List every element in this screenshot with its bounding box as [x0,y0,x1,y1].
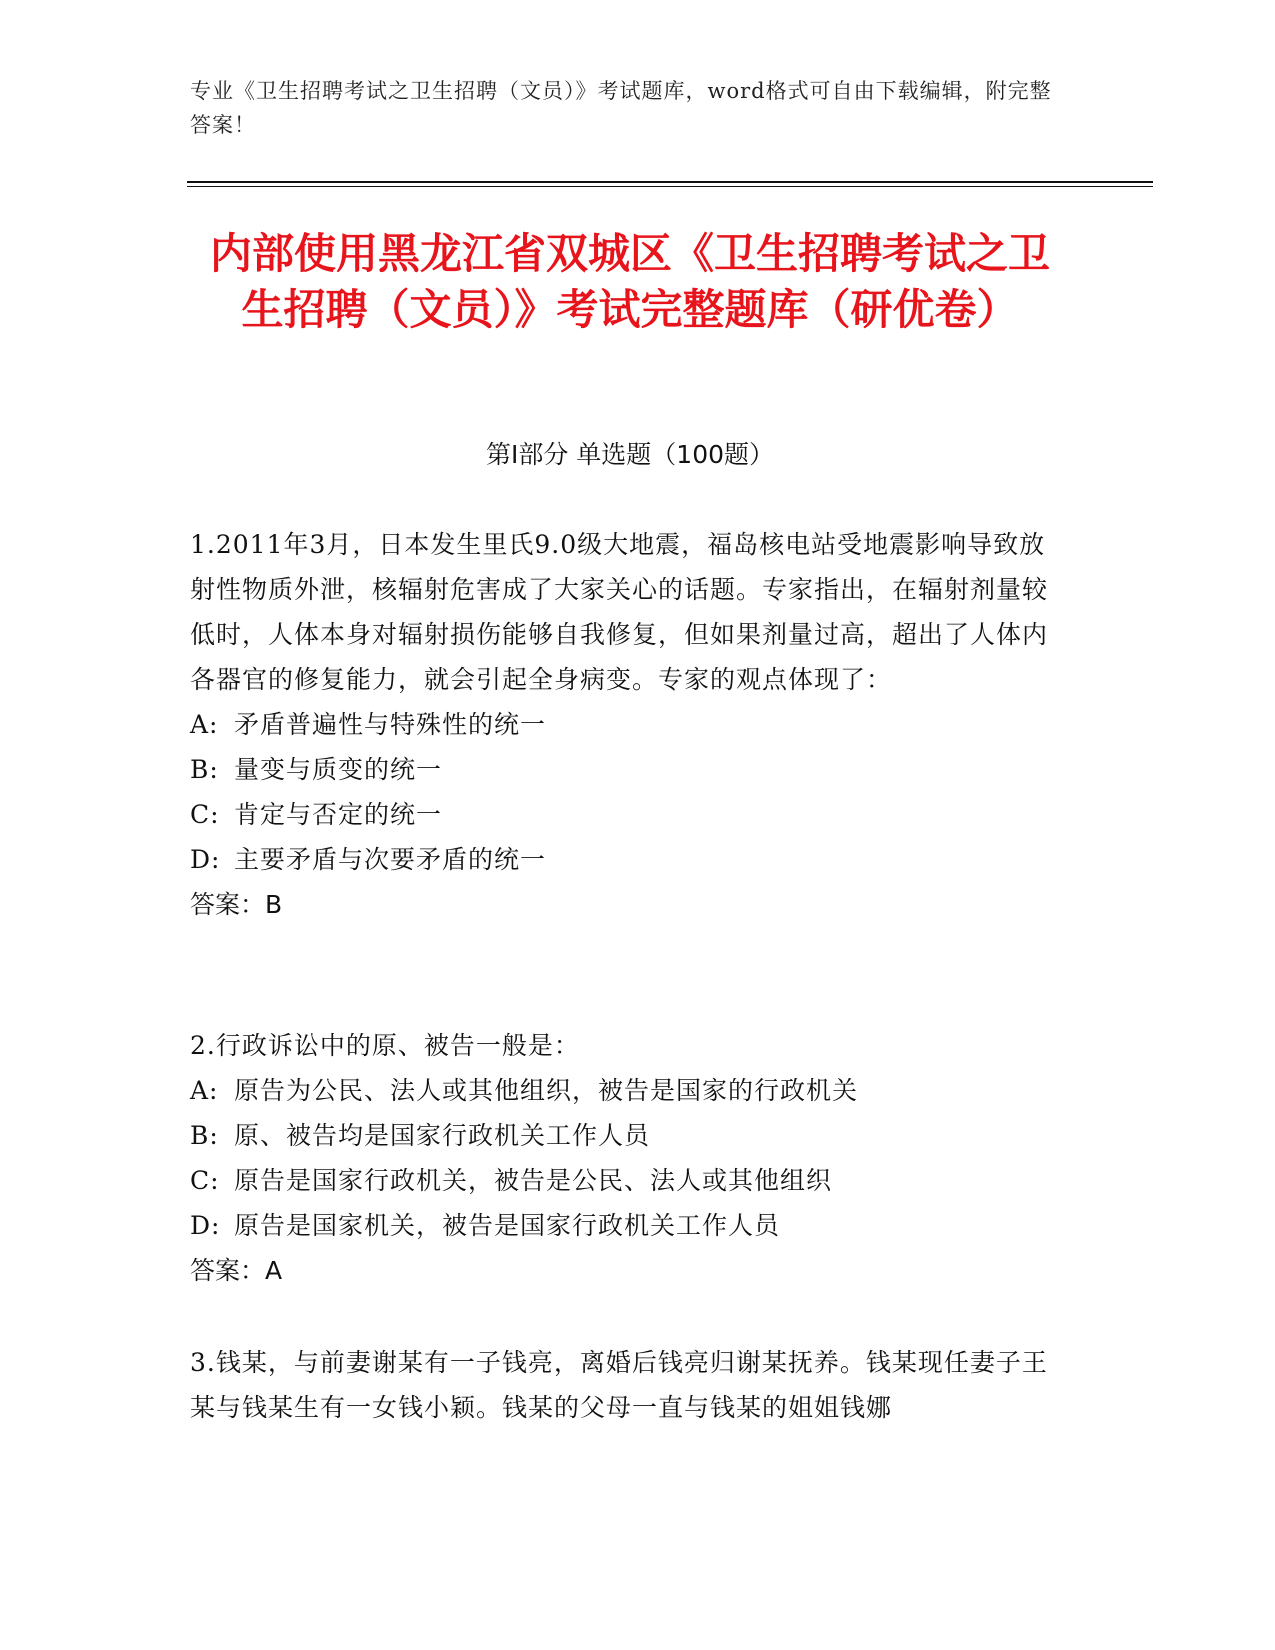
option-key: D: [190,845,221,874]
option-key: A: [190,1076,219,1105]
option-b [190,1113,1070,1158]
option-key: D: [190,1211,221,1240]
option-c [190,792,1070,837]
option-key: B: [190,1121,219,1150]
answer-line: 答案：B [190,890,283,919]
question-2 [190,1023,1070,1293]
option-text: 量变与质变的统一 [234,755,443,784]
option-text: 原告是国家机关，被告是国家行政机关工作人员 [234,1211,781,1240]
option-key: C: [190,1166,220,1195]
option-key: C: [190,800,220,829]
option-text: 矛盾普遍性与特殊性的统一 [234,710,547,739]
option-a [190,702,1070,747]
option-text: 原告是国家行政机关，被告是公民、法人或其他组织 [234,1166,833,1195]
option-a [190,1068,1070,1113]
answer-line: 答案：A [190,1256,283,1285]
question-3 [190,1340,1070,1430]
option-text: 原告为公民、法人或其他组织，被告是国家的行政机关 [234,1076,859,1105]
option-c [190,1158,1070,1203]
question-1 [190,522,1070,927]
question-stem: 1.2011年3月，日本发生里氏9.0级大地震，福岛核电站受地震影响导致放射性物质外泄，核辐射危害成了大家关心的话题。专家指出，在辐射剂量较低时，人体本身对辐射损伤能够自我修复，但如果剂量过高，超出了人体内各器官的修复能力，就会引起全身病变。专家的观点体现了： [190,530,1049,694]
header-note: 专业《卫生招聘考试之卫生招聘（文员）》考试题库，word格式可自由下载编辑，附完整答案！ [190,79,1052,137]
section-title: 第Ⅰ部分 单选题（100题） [485,440,775,469]
option-text: 原、被告均是国家行政机关工作人员 [234,1121,651,1150]
option-text: 主要矛盾与次要矛盾的统一 [234,845,547,874]
option-d [190,837,1070,882]
option-d [190,1203,1070,1248]
option-key: B: [190,755,219,784]
option-text: 肯定与否定的统一 [234,800,443,829]
option-b [190,747,1070,792]
option-key: A: [190,710,219,739]
header-divider-thick [187,181,1153,183]
question-stem: 3.钱某，与前妻谢某有一子钱亮，离婚后钱亮归谢某抚养。钱某现任妻子王某与钱某生有一女钱小颖。钱某的父母一直与钱某的姐姐钱娜 [190,1348,1048,1422]
document-title: 内部使用黑龙江省双城区《卫生招聘考试之卫生招聘（文员）》考试完整题库（研优卷） [209,229,1050,334]
question-stem: 2.行政诉讼中的原、被告一般是： [190,1031,580,1060]
header-divider-thin [187,186,1153,187]
